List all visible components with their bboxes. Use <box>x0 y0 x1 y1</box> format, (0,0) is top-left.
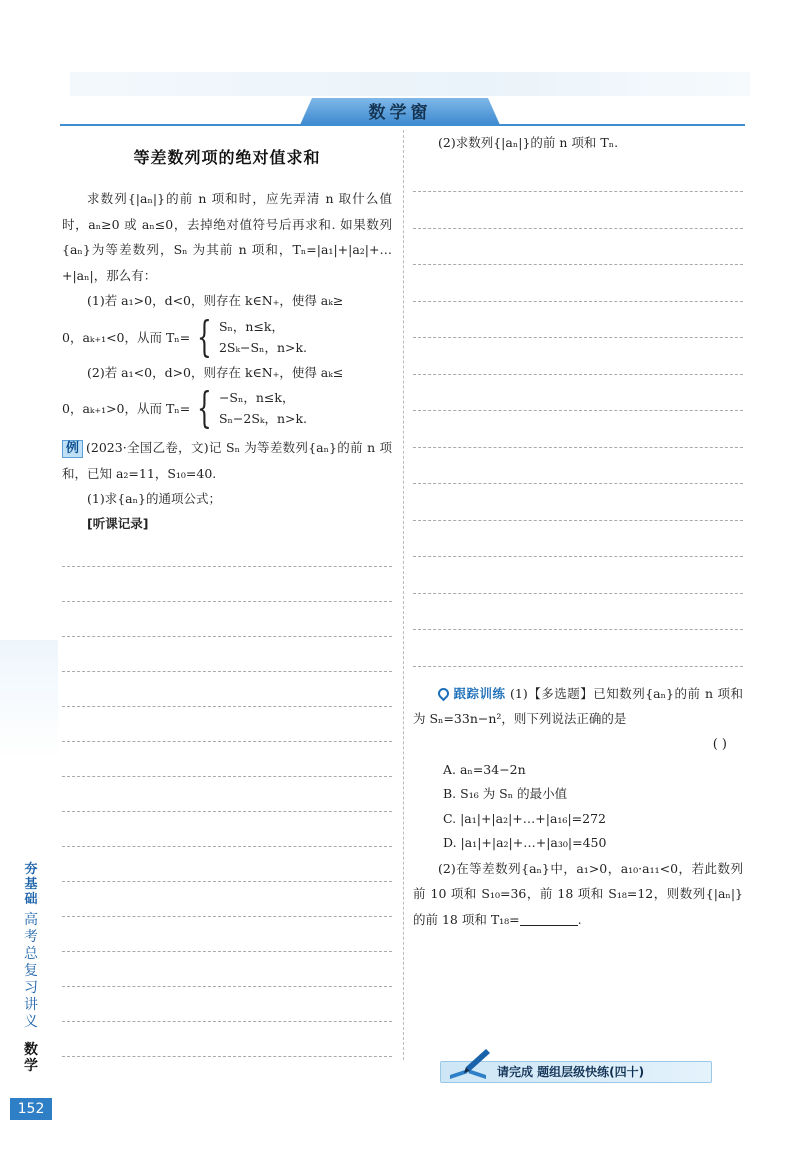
side-decoration <box>0 640 58 760</box>
note-line[interactable] <box>62 707 392 742</box>
case1-prefix: 0，aₖ₊₁<0，从而 Tₙ= <box>62 329 191 345</box>
case1-condition: (1)若 a₁>0，d<0，则存在 k∈N₊，使得 aₖ≥ <box>87 293 344 308</box>
note-line[interactable] <box>62 672 392 707</box>
side-brand: 夯基础 <box>24 862 38 907</box>
answer-line[interactable] <box>413 557 743 594</box>
answer-line[interactable] <box>413 521 743 558</box>
note-line[interactable] <box>62 602 392 637</box>
side-subject: 数学 <box>24 1042 38 1074</box>
header-band <box>70 72 750 96</box>
case2-line2: Sₙ−2Sₖ，n>k. <box>218 411 308 426</box>
option-c[interactable]: C. |a₁|+|a₂|+…+|a₁₆|=272 <box>443 810 606 826</box>
case1-line1: Sₙ，n≤k， <box>218 318 285 334</box>
example-text: (2023·全国乙卷，文)记 Sₙ 为等差数列{aₙ}的前 n 项和，已知 a₂=11，S₁₀=40. <box>62 440 392 481</box>
answer-line[interactable] <box>413 192 743 229</box>
answer-parentheses[interactable]: ( ) <box>712 736 727 752</box>
follow-heading <box>438 686 506 701</box>
right-column <box>413 130 743 932</box>
option-b[interactable]: B. S₁₆ 为 Sₙ 的最小值 <box>443 786 568 801</box>
follow-q2-end: . <box>577 911 582 927</box>
page-number: 152 <box>10 1098 52 1120</box>
note-line[interactable] <box>62 532 392 567</box>
note-line[interactable] <box>62 1022 392 1057</box>
note-line[interactable] <box>62 742 392 777</box>
example-badge: 例 <box>62 440 83 458</box>
case2-condition: (2)若 a₁<0，d>0，则存在 k∈N₊，使得 aₖ≤ <box>87 364 344 380</box>
note-line[interactable] <box>62 567 392 602</box>
note-line[interactable] <box>62 847 392 882</box>
answer-lines <box>413 156 743 667</box>
answer-line[interactable] <box>413 229 743 266</box>
side-series: 高考总复习讲义 <box>24 912 38 1030</box>
left-column <box>62 140 392 1057</box>
case1-line2: 2Sₖ−Sₙ，n>k. <box>218 339 308 355</box>
note-line[interactable] <box>62 917 392 952</box>
case2-cases <box>219 387 307 429</box>
case1-cases <box>219 316 307 358</box>
case2-line1: −Sₙ，n≤k， <box>218 390 295 405</box>
answer-line[interactable] <box>413 411 743 448</box>
follow-label: 跟踪训练 <box>453 685 506 701</box>
answer-line[interactable] <box>413 448 743 485</box>
answer-blank[interactable] <box>520 913 578 926</box>
pen-book-icon <box>446 1045 496 1081</box>
left-brace-icon: { <box>197 383 212 432</box>
exercise-banner-text: 请完成 题组层级快练(四十) <box>497 1065 645 1079</box>
left-brace-icon: { <box>197 311 212 361</box>
case2-piecewise <box>62 385 392 431</box>
answer-line[interactable] <box>413 302 743 339</box>
case1-piecewise <box>62 311 392 361</box>
follow-question-2 <box>413 856 743 933</box>
answer-line[interactable] <box>413 630 743 667</box>
follow-q2-text: (2)在等差数列{aₙ}中，a₁>0，a₁₀·a₁₁<0，若此数列前 10 项和 S₁₀=36，前 18 项和 S₁₈=12，则数列{|aₙ|}的前 18 项和 T₁₈= <box>413 860 743 927</box>
note-line[interactable] <box>62 777 392 812</box>
option-a[interactable]: A. aₙ=34−2n <box>443 761 526 777</box>
section-title: 等差数列项的绝对值求和 <box>133 148 321 167</box>
answer-line[interactable] <box>413 338 743 375</box>
example-question-2: (2)求数列{|aₙ|}的前 n 项和 Tₙ. <box>438 135 619 150</box>
follow-question-1 <box>413 681 743 732</box>
answer-line[interactable] <box>413 375 743 412</box>
column-divider <box>403 130 404 1060</box>
option-d[interactable]: D. |a₁|+|a₂|+…+|a₃₀|=450 <box>443 835 607 850</box>
note-line[interactable] <box>62 987 392 1022</box>
note-line[interactable] <box>62 812 392 847</box>
example-question-1: (1)求{aₙ}的通项公式； <box>87 491 221 506</box>
follow-q1-text: (1)【多选题】已知数列{aₙ}的前 n 项和为 Sₙ=33n−n²，则下列说法正确的是 <box>413 685 743 726</box>
answer-line[interactable] <box>413 265 743 302</box>
notes-lines <box>62 532 392 1057</box>
note-line[interactable] <box>62 882 392 917</box>
answer-line[interactable] <box>413 484 743 521</box>
header-rule <box>60 124 745 126</box>
intro-paragraph: 求数列{|aₙ|}的前 n 项和时，应先弄清 n 取什么值时，aₙ≥0 或 aₙ≤0，去掉绝对值符号后再求和. 如果数列{aₙ}为等差数列，Sₙ 为其前 n 项和，Tₙ=|a₁|+|a₂|+…+|aₙ|，那么有： <box>62 191 392 283</box>
note-line[interactable] <box>62 637 392 672</box>
note-line[interactable] <box>62 952 392 987</box>
answer-line[interactable] <box>413 156 743 193</box>
location-pin-icon <box>436 685 452 701</box>
answer-line[interactable] <box>413 594 743 631</box>
notes-label: [听课记录] <box>87 515 149 531</box>
example-paragraph <box>62 435 392 486</box>
header-title: 数学窗 <box>368 103 432 123</box>
case2-prefix: 0，aₖ₊₁>0，从而 Tₙ= <box>62 401 191 416</box>
